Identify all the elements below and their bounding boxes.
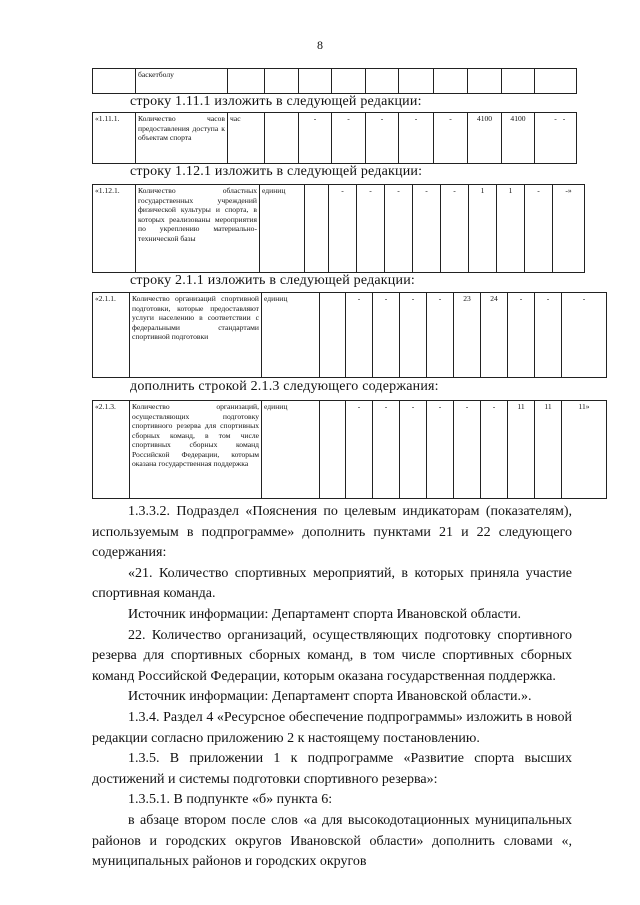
paragraph: «21. Количество спортивных мероприятий, в которых приняла участие спортивная команда.	[92, 565, 572, 602]
value-cell: -	[346, 293, 373, 378]
value-cell: -	[373, 293, 400, 378]
value-cell: -	[481, 401, 508, 499]
value-cell: 11»	[562, 401, 607, 499]
value-cell: -	[562, 293, 607, 378]
value-cell: 24	[481, 293, 508, 378]
value-cell: -	[400, 293, 427, 378]
value-cell: 23	[454, 293, 481, 378]
value-cell: -	[525, 185, 553, 273]
table-row-2-1-3	[92, 400, 607, 499]
value-cell: 11	[535, 401, 562, 499]
paragraph: в абзаце втором после слов «а для высокодотационных муниципальных районов и городских округов Ивановской области» дополнить словами «, муниципальных районов и городских округов	[92, 812, 572, 870]
table-cell	[265, 69, 299, 94]
paragraph: Источник информации: Департамент спорта Ивановской области.».	[128, 689, 532, 705]
table-cell: баскетболу	[136, 69, 228, 94]
value-cell: 4100	[502, 113, 535, 164]
value-cell: -	[434, 113, 468, 164]
value-cell: 11	[508, 401, 535, 499]
table-cell	[399, 69, 434, 94]
table-cell	[502, 69, 535, 94]
value-cell-extra: -	[562, 114, 566, 123]
row-number: «1.11.1.	[93, 113, 136, 164]
paragraph: 22. Количество организаций, осуществляющих подготовку спортивного резерва для спортивных сборных команд, в том числе спортивных сборных команд Российской Федерации, которым оказана государственная поддержка.	[92, 627, 572, 684]
value-cell: -	[346, 401, 373, 499]
value-cell: -	[441, 185, 469, 273]
paragraph: Источник информации: Департамент спорта Ивановской области.	[128, 606, 521, 622]
indicator-name: Количество часов предоставления доступа к объектам спорта	[136, 113, 228, 164]
unit: единиц	[262, 293, 320, 378]
table-cell	[265, 113, 299, 164]
value-cell: -	[357, 185, 385, 273]
table-row-1-11-1	[92, 112, 577, 164]
value-cell: 4100	[468, 113, 502, 164]
table-cell	[468, 69, 502, 94]
unit: единиц	[260, 185, 305, 273]
table-row-1-12-1	[92, 184, 585, 273]
paragraph: 1.3.4. Раздел 4 «Ресурсное обеспечение подпрограммы» изложить в новой редакции согласно приложению 2 к настоящему постановлению.	[92, 709, 572, 746]
value-cell: -	[373, 401, 400, 499]
value-cell: -	[535, 113, 577, 164]
table-cell	[320, 401, 346, 499]
row-number: «2.1.3.	[93, 401, 130, 499]
table-cell	[320, 293, 346, 378]
unit: час	[228, 113, 265, 164]
value-cell: -	[299, 113, 332, 164]
value-cell: -	[427, 293, 454, 378]
table-row-2-1-1	[92, 292, 607, 378]
value-cell: -	[399, 113, 434, 164]
unit: единиц	[262, 401, 320, 499]
table-cell	[332, 69, 366, 94]
row-number: «2.1.1.	[93, 293, 130, 378]
value-cell: -	[413, 185, 441, 273]
row-number: «1.12.1.	[93, 185, 136, 273]
page-number: 8	[317, 38, 323, 52]
value-cell: -	[366, 113, 399, 164]
section-heading: строку 2.1.1 изложить в следующей редакции:	[130, 273, 415, 288]
document-body	[92, 502, 572, 873]
table-cell	[93, 69, 136, 94]
value-cell: -»	[553, 185, 585, 273]
value-cell: -	[385, 185, 413, 273]
indicator-name: Количество организаций, осуществляющих подготовку спортивного резерва для спортивных сборных команд, в том числе спортивных сборных команд Российской Федерации, которым оказана государственная поддержка	[130, 401, 262, 499]
table-cell	[305, 185, 329, 273]
indicator-name: Количество областных государственных учреждений физической культуры и спорта, в которых реализованы мероприятия по укреплению материально-технической базы	[136, 185, 260, 273]
table-cell	[535, 69, 577, 94]
paragraph: 1.3.5. В приложении 1 к подпрограмме «Развитие спорта высших достижений и системы подготовки спортивного резерва»:	[92, 751, 572, 787]
table-cell	[434, 69, 468, 94]
value-cell: -	[332, 113, 366, 164]
paragraph: 1.3.3.2. Подраздел «Пояснения по целевым индикаторам (показателям), используемым в подпрограмме» дополнить пунктами 21 и 22 следующего содержания:	[92, 504, 572, 561]
paragraph: 1.3.5.1. В подпункте «б» пункта 6:	[128, 792, 333, 808]
value-cell: 1	[469, 185, 497, 273]
table-top-fragment	[92, 68, 577, 94]
value-cell: -	[535, 293, 562, 378]
indicator-name: Количество организаций спортивной подготовки, которые предоставляют услуги населению в соответствии с федеральными стандартами спортивной подготовки	[130, 293, 262, 378]
table-cell	[299, 69, 332, 94]
value-cell: -	[329, 185, 357, 273]
section-heading: дополнить строкой 2.1.3 следующего содержания:	[130, 379, 439, 394]
value-cell: -	[427, 401, 454, 499]
value-cell: -	[508, 293, 535, 378]
value-cell: -	[454, 401, 481, 499]
table-cell	[228, 69, 265, 94]
value-cell: -	[400, 401, 427, 499]
section-heading: строку 1.12.1 изложить в следующей редакции:	[130, 164, 423, 179]
table-cell	[366, 69, 399, 94]
value-cell: 1	[497, 185, 525, 273]
section-heading: строку 1.11.1 изложить в следующей редакции:	[130, 94, 422, 109]
